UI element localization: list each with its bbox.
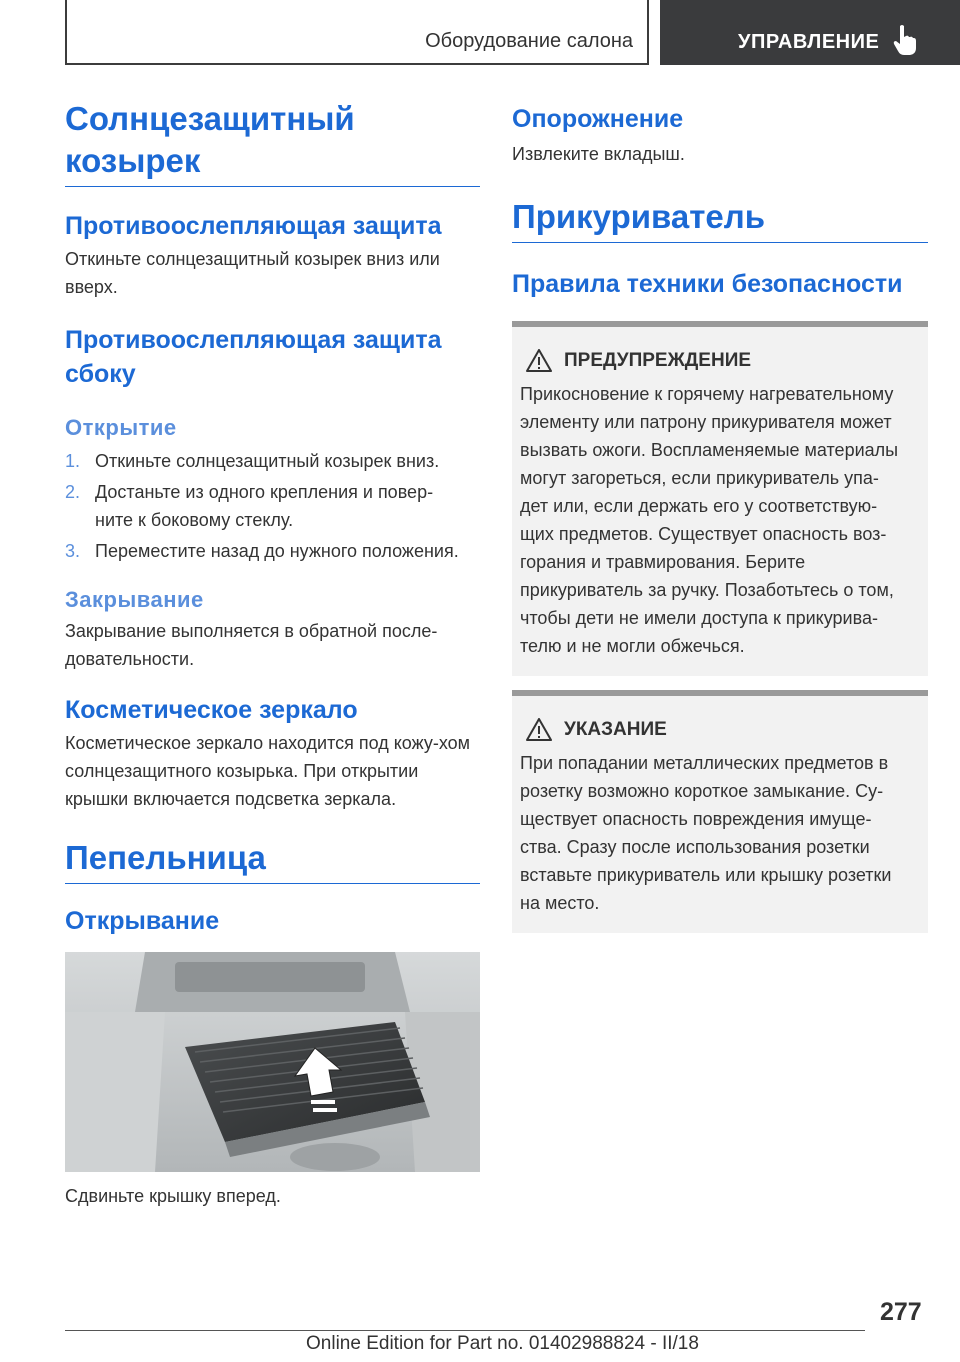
- closing-text: Закрывание выполняется в обратной после-довательности.: [65, 621, 438, 669]
- ashtray-caption: Сдвиньте крышку вперед.: [65, 1186, 281, 1206]
- ashtray-heading-block: [65, 839, 480, 884]
- lighter-title: Прикуриватель: [512, 198, 766, 235]
- sun-visor-heading-block: [65, 100, 480, 187]
- step-item: [65, 537, 480, 565]
- header-chapter-tab: [660, 0, 960, 65]
- closing-subtitle: Закрывание: [65, 587, 204, 612]
- warning-box: [512, 321, 928, 676]
- left-column: [65, 100, 480, 1210]
- step-item: [65, 447, 480, 475]
- step-text: Переместите назад до нужного положения.: [95, 541, 459, 561]
- notice-line: ства. Сразу после использования розетки: [520, 837, 870, 857]
- sun-visor-title-line2: козырек: [65, 142, 201, 179]
- footer-divider: [65, 1330, 865, 1331]
- sun-visor-title-line1: Солнцезащитный: [65, 100, 355, 137]
- emptying-title: Опорожнение: [512, 105, 684, 133]
- glare-protection-title: Противоослепляющая защита: [65, 212, 442, 240]
- warning-triangle-icon: [526, 349, 552, 372]
- warning-line: телю и не могли обжечься.: [520, 636, 745, 656]
- step-item: [65, 478, 480, 506]
- notice-box: [512, 690, 928, 933]
- header-section-tab: [65, 0, 649, 65]
- warning-line: чтобы дети не имели доступа к прикурива-: [520, 608, 878, 628]
- step-number: 3.: [65, 541, 81, 561]
- warning-line: прикуриватель за ручку. Позаботьтесь о том,: [520, 580, 894, 600]
- ashtray-opening-title: Открывание: [65, 907, 220, 935]
- emptying-text: Извлеките вкладыш.: [512, 144, 685, 164]
- warning-line: Прикосновение к горячему нагревательному: [520, 384, 894, 404]
- warning-line: вызвать ожоги. Воспламеняемые материалы: [520, 440, 899, 460]
- opening-steps-list: [65, 447, 480, 565]
- opening-subtitle: Открытие: [65, 415, 177, 440]
- warning-line: элементу или патрону прикуривателя может: [520, 412, 892, 432]
- notice-line: ществует опасность повреждения имуще-: [520, 809, 872, 829]
- right-column: [512, 100, 928, 933]
- glare-protection-text: Откиньте солнцезащитный козырек вниз или вверх.: [65, 249, 440, 297]
- vanity-mirror-text: Косметическое зеркало находится под кожу-хом солнцезащитного козырька. При открытии крышки включается подсветка зеркала.: [65, 733, 471, 809]
- notice-line: розетку возможно короткое замыкание. Су-: [520, 781, 884, 801]
- step-item-continued: [65, 506, 480, 534]
- ashtray-photo: [65, 952, 480, 1172]
- notice-line: При попадании металлических предметов в: [520, 753, 889, 773]
- lighter-heading-block: [512, 198, 928, 243]
- notice-line: вставьте прикуриватель или крышку розетки: [520, 865, 892, 885]
- header-section-title: Оборудование салона: [425, 30, 633, 52]
- warning-line: щих предметов. Существует опасность воз-: [520, 524, 887, 544]
- ashtray-title: Пепельница: [65, 839, 266, 876]
- notice-title: УКАЗАНИЕ: [564, 718, 667, 740]
- header-chapter-title: УПРАВЛЕНИЕ: [738, 31, 880, 53]
- safety-title: Правила техники безопасности: [512, 270, 903, 298]
- notice-line: на место.: [520, 893, 600, 913]
- step-text: ните к боковому стеклу.: [95, 510, 294, 530]
- warning-line: горания и травмирования. Берите: [520, 552, 806, 572]
- side-glare-title-line1: Противоослепляющая защита: [65, 326, 442, 354]
- warning-line: дет или, если держать его у соответствую-: [520, 496, 878, 516]
- step-number: 1.: [65, 451, 81, 471]
- warning-line: могут загореться, если прикуриватель упа-: [520, 468, 879, 488]
- vanity-mirror-title: Косметическое зеркало: [65, 696, 358, 724]
- page-number: 277: [880, 1298, 922, 1326]
- notice-title-row: [520, 718, 920, 741]
- warning-title: ПРЕДУПРЕЖДЕНИЕ: [564, 349, 752, 371]
- side-glare-title-line2: сбоку: [65, 360, 136, 388]
- warning-title-row: [520, 349, 920, 372]
- step-number: 2.: [65, 482, 81, 502]
- notice-triangle-icon: [526, 718, 552, 741]
- footer-edition: Online Edition for Part no. 01402988824 - II/18: [306, 1333, 699, 1354]
- step-text: Достаньте из одного крепления и повер-: [95, 482, 434, 502]
- ashtray-illustration: [65, 952, 480, 1172]
- step-text: Откиньте солнцезащитный козырек вниз.: [95, 451, 440, 471]
- hand-pointer-icon: [892, 24, 918, 56]
